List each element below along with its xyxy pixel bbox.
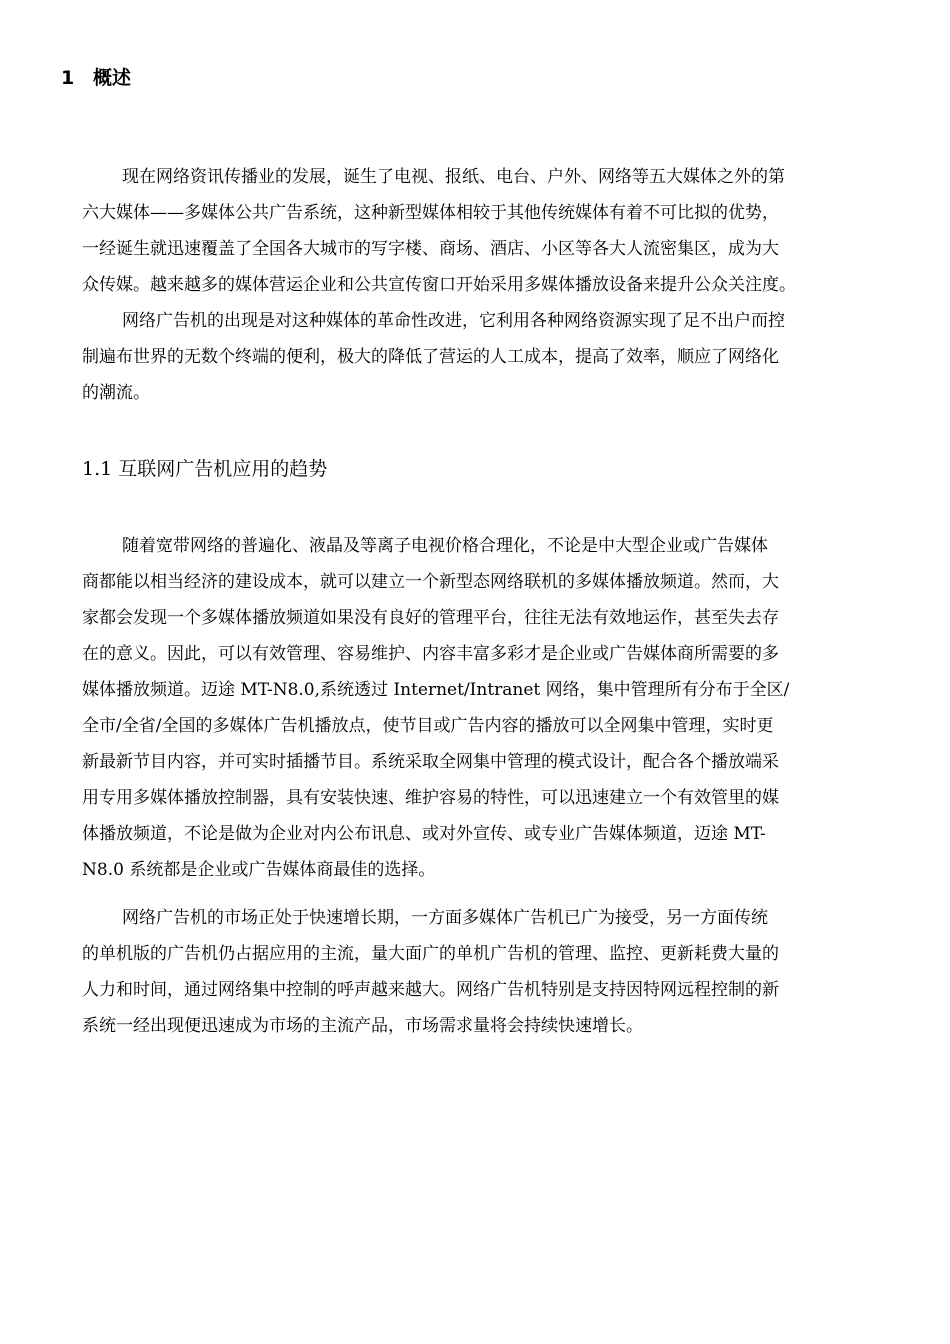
paragraph-line: 网络广告机的市场正处于快速增长期，一方面多媒体广告机已广为接受，另一方面传统 <box>122 908 768 928</box>
paragraph-line: 商都能以相当经济的建设成本，就可以建立一个新型态网络联机的多媒体播放频道。然而，大 <box>82 572 779 592</box>
intro-text <box>82 159 882 411</box>
paragraph-line: 制遍布世界的无数个终端的便利，极大的降低了营运的人工成本，提高了效率，顺应了网络化 <box>82 347 779 367</box>
paragraph-line: 众传媒。越来越多的媒体营运企业和公共宣传窗口开始采用多媒体播放设备来提升公众关注度。 <box>82 275 796 295</box>
paragraph-line: 一经诞生就迅速覆盖了全国各大城市的写字楼、商场、酒店、小区等各大人流密集区，成为大 <box>82 239 779 259</box>
trend-text-paragraph-1 <box>82 528 882 888</box>
paragraph-line: 用专用多媒体播放控制器，具有安装快速、维护容易的特性，可以迅速建立一个有效管里的媒 <box>82 788 779 808</box>
paragraph-line: 家都会发现一个多媒体播放频道如果没有良好的管理平台，往往无法有效地运作，甚至失去存 <box>82 608 779 628</box>
section-heading-1 <box>61 64 131 92</box>
paragraph-line: 新最新节目内容，并可实时插播节目。系统采取全网集中管理的模式设计，配合各个播放端采 <box>82 752 779 772</box>
section-title: 概述 <box>93 67 132 89</box>
paragraph-line: 全市/全省/全国的多媒体广告机播放点，使节目或广告内容的播放可以全网集中管理，实时更 <box>82 716 774 736</box>
trend-text-paragraph-2 <box>82 900 882 1044</box>
paragraph-line: 系统一经出现便迅速成为市场的主流产品，市场需求量将会持续快速增长。 <box>82 1016 643 1036</box>
section-number: 1 <box>61 67 75 89</box>
paragraph-line: 网络广告机的出现是对这种媒体的革命性改进，它利用各种网络资源实现了足不出户而控 <box>122 311 785 331</box>
paragraph-line: 人力和时间，通过网络集中控制的呼声越来越大。网络广告机特别是支持因特网远程控制的新 <box>82 980 779 1000</box>
paragraph-line: 媒体播放频道。迈途 MT-N8.0,系统透过 Internet/Intranet 网络，集中管理所有分布于全区/ <box>82 680 790 700</box>
paragraph-line: 六大媒体——多媒体公共广告系统，这种新型媒体相较于其他传统媒体有着不可比拟的优势， <box>82 203 779 223</box>
paragraph-line: 现在网络资讯传播业的发展，诞生了电视、报纸、电台、户外、网络等五大媒体之外的第 <box>122 167 785 187</box>
subsection-heading: 1.1 互联网广告机应用的趋势 <box>82 458 328 480</box>
paragraph-line: 的单机版的广告机仍占据应用的主流，量大面广的单机广告机的管理、监控、更新耗费大量的 <box>82 944 779 964</box>
paragraph-line: 随着宽带网络的普遍化、液晶及等离子电视价格合理化，不论是中大型企业或广告媒体 <box>122 536 768 556</box>
paragraph-line: 在的意义。因此，可以有效管理、容易维护、内容丰富多彩才是企业或广告媒体商所需要的多 <box>82 644 779 664</box>
paragraph-line: N8.0 系统都是企业或广告媒体商最佳的选择。 <box>82 860 436 880</box>
paragraph-line: 体播放频道，不论是做为企业对内公布讯息、或对外宣传、或专业广告媒体频道，迈途 MT- <box>82 824 766 844</box>
paragraph-line: 的潮流。 <box>82 383 150 403</box>
